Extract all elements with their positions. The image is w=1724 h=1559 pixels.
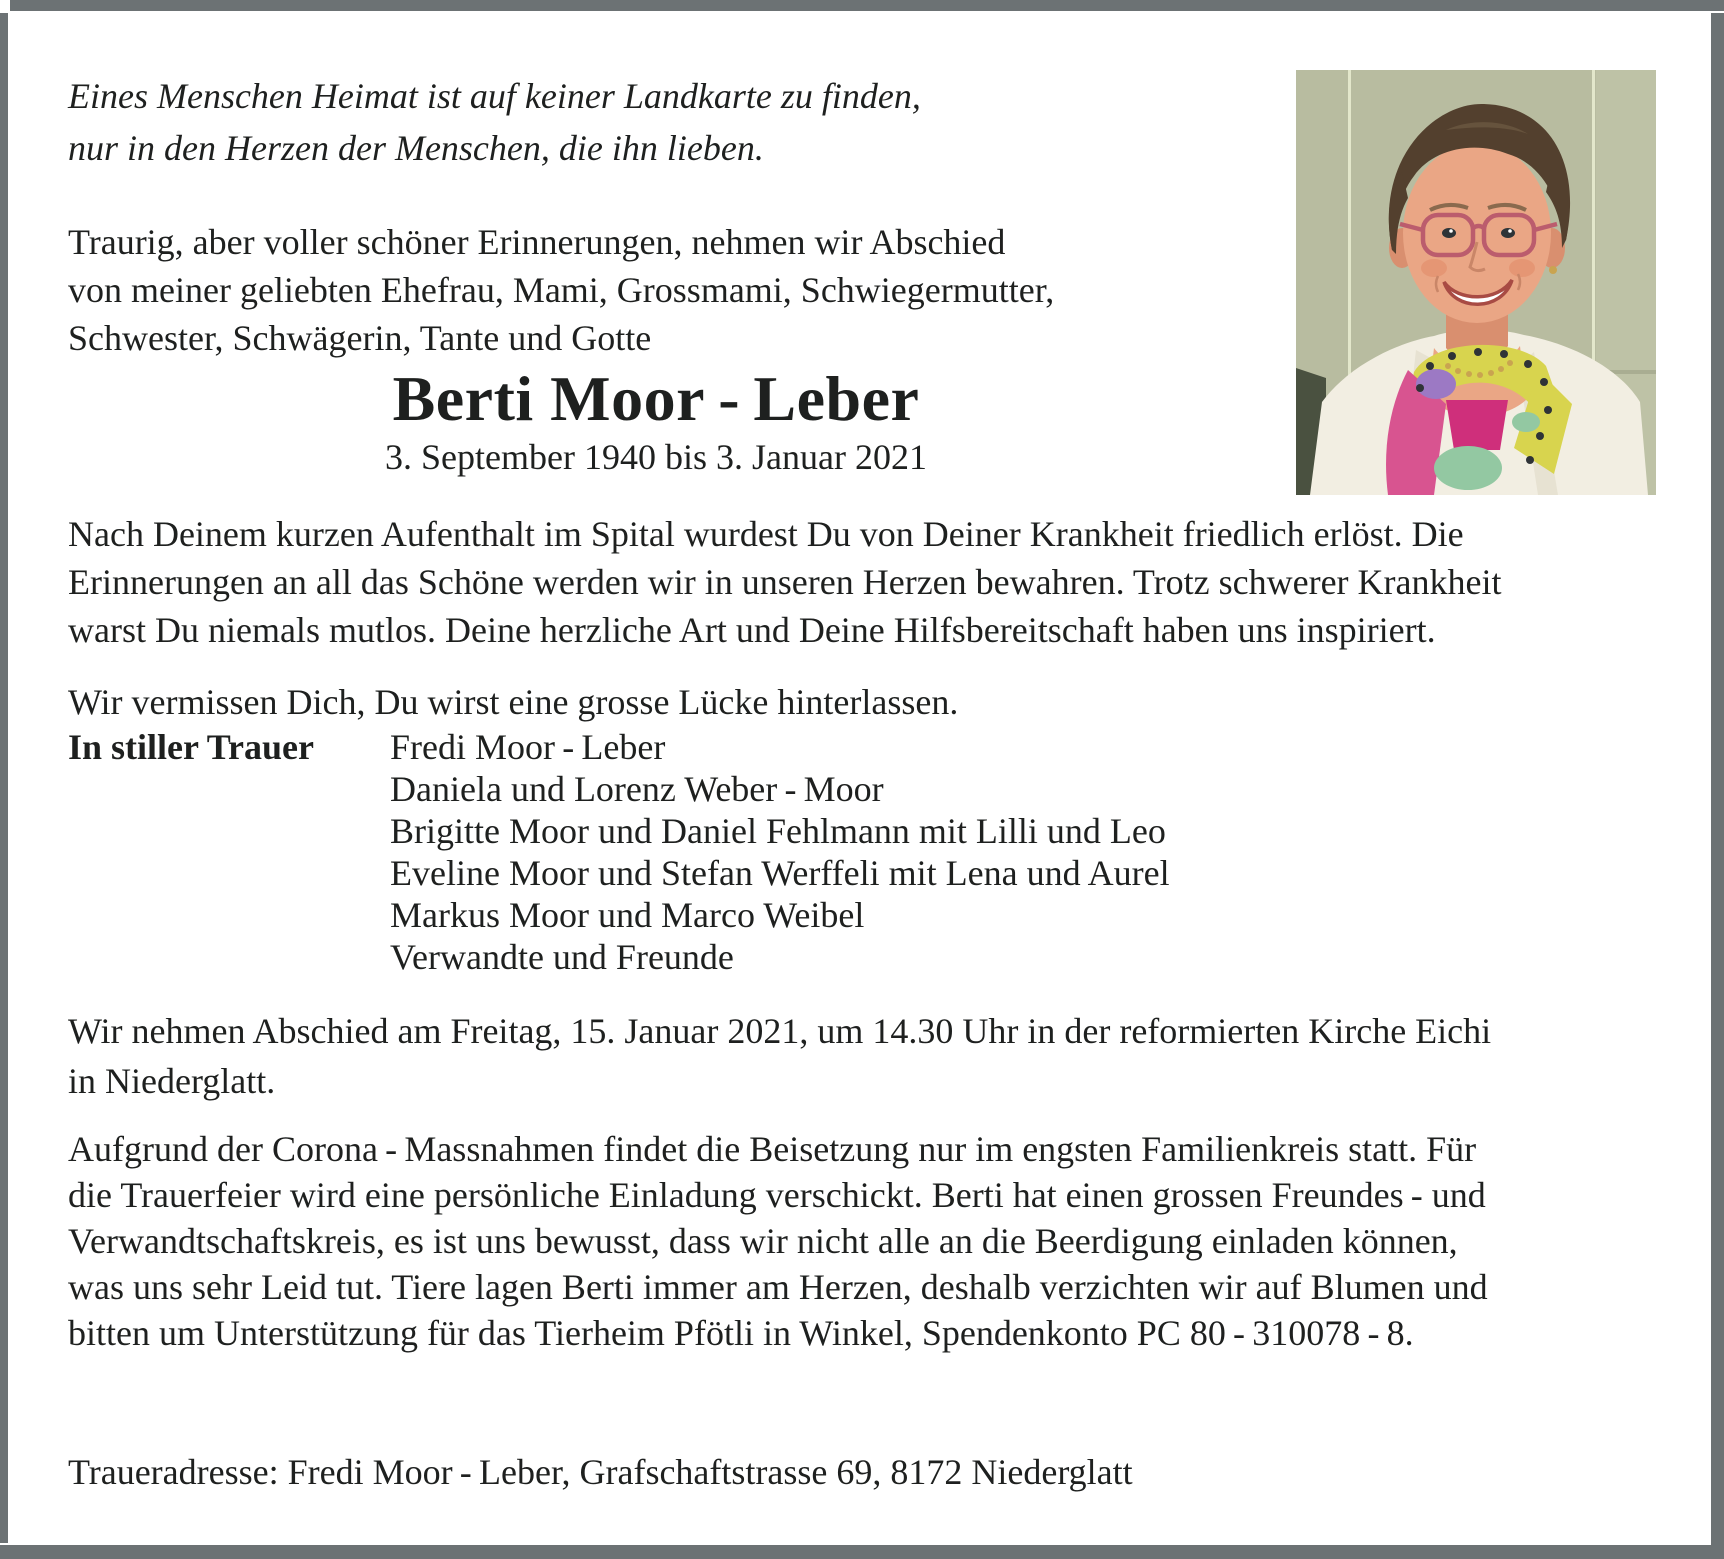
mourner-name: Fredi Moor - Leber <box>390 727 666 767</box>
mourning-label: In stiller Trauer <box>68 727 314 767</box>
mourner-name: Eveline Moor und Stefan Werffeli mit Lena und Aurel <box>390 853 1170 893</box>
blush-left <box>1421 259 1447 277</box>
service-paragraph <box>68 1006 1658 1106</box>
corona-paragraph <box>68 1126 1658 1356</box>
earring <box>1549 266 1557 274</box>
eye-right <box>1501 228 1515 238</box>
header-column <box>68 218 1244 480</box>
deceased-name: Berti Moor - Leber <box>392 363 920 434</box>
intro-line: von meiner geliebten Ehefrau, Mami, Grossmami, Schwiegermutter, <box>68 270 1055 310</box>
mourning-section <box>68 726 1658 978</box>
portrait-photo <box>1296 70 1656 495</box>
farewell-line: Erinnerungen an all das Schöne werden wir in unseren Herzen bewahren. Trotz schwerer Krankheit <box>68 562 1502 602</box>
eye-glint-left <box>1449 229 1453 233</box>
blush-right <box>1509 259 1535 277</box>
eye-glint-right <box>1508 229 1512 233</box>
frame-bottom-bar <box>0 1545 1724 1559</box>
portrait-illustration <box>1296 70 1656 495</box>
eye-left <box>1442 228 1456 238</box>
farewell-line: warst Du niemals mutlos. Deine herzliche Art und Deine Hilfsbereitschaft haben uns inspiriert. <box>68 610 1436 650</box>
corona-line: bitten um Unterstützung für das Tierheim Pfötli in Winkel, Spendenkonto PC 80 - 310078 - 8. <box>68 1313 1414 1353</box>
farewell-paragraph <box>68 510 1658 654</box>
service-line: in Niederglatt. <box>68 1061 276 1101</box>
frame-right-bar <box>1711 13 1724 1559</box>
intro-paragraph <box>68 218 1244 362</box>
quote-line: nur in den Herzen der Menschen, die ihn lieben. <box>68 128 764 168</box>
mourner-name: Verwandte und Freunde <box>390 937 734 977</box>
farewell-line: Nach Deinem kurzen Aufenthalt im Spital wurdest Du von Deiner Krankheit friedlich erlöst. Die <box>68 514 1464 554</box>
service-line: Wir nehmen Abschied am Freitag, 15. Januar 2021, um 14.30 Uhr in der reformierten Kirche Eichi <box>68 1011 1492 1051</box>
mourner-name: Markus Moor und Marco Weibel <box>390 895 865 935</box>
intro-line: Schwester, Schwägerin, Tante und Gotte <box>68 318 652 358</box>
mourner-name: Brigitte Moor und Daniel Fehlmann mit Lilli und Leo <box>390 811 1166 851</box>
corona-line: die Trauerfeier wird eine persönliche Einladung verschickt. Berti hat einen grossen Freundes - und <box>68 1175 1486 1215</box>
frame-left-bar <box>0 13 8 1543</box>
life-dates: 3. September 1940 bis 3. Januar 2021 <box>385 437 927 477</box>
mourning-address-line: Traueradresse: Fredi Moor - Leber, Grafschaftstrasse 69, 8172 Niederglatt <box>68 1452 1133 1492</box>
corona-line: Verwandtschaftskreis, es ist uns bewusst, dass wir nicht alle an die Beerdigung einladen können, <box>68 1221 1458 1261</box>
mourner-name: Daniela und Lorenz Weber - Moor <box>390 769 884 809</box>
corona-line: Aufgrund der Corona - Massnahmen findet die Beisetzung nur im engsten Familienkreis statt. Für <box>68 1129 1477 1169</box>
quote-line: Eines Menschen Heimat ist auf keiner Landkarte zu finden, <box>68 76 921 116</box>
missing-line: Wir vermissen Dich, Du wirst eine grosse Lücke hinterlassen. <box>68 682 959 722</box>
intro-line: Traurig, aber voller schöner Erinnerungen, nehmen wir Abschied <box>68 222 1006 262</box>
mourners-list <box>390 726 1170 978</box>
corona-line: was uns sehr Leid tut. Tiere lagen Berti immer am Herzen, deshalb verzichten wir auf Blumen und <box>68 1267 1488 1307</box>
